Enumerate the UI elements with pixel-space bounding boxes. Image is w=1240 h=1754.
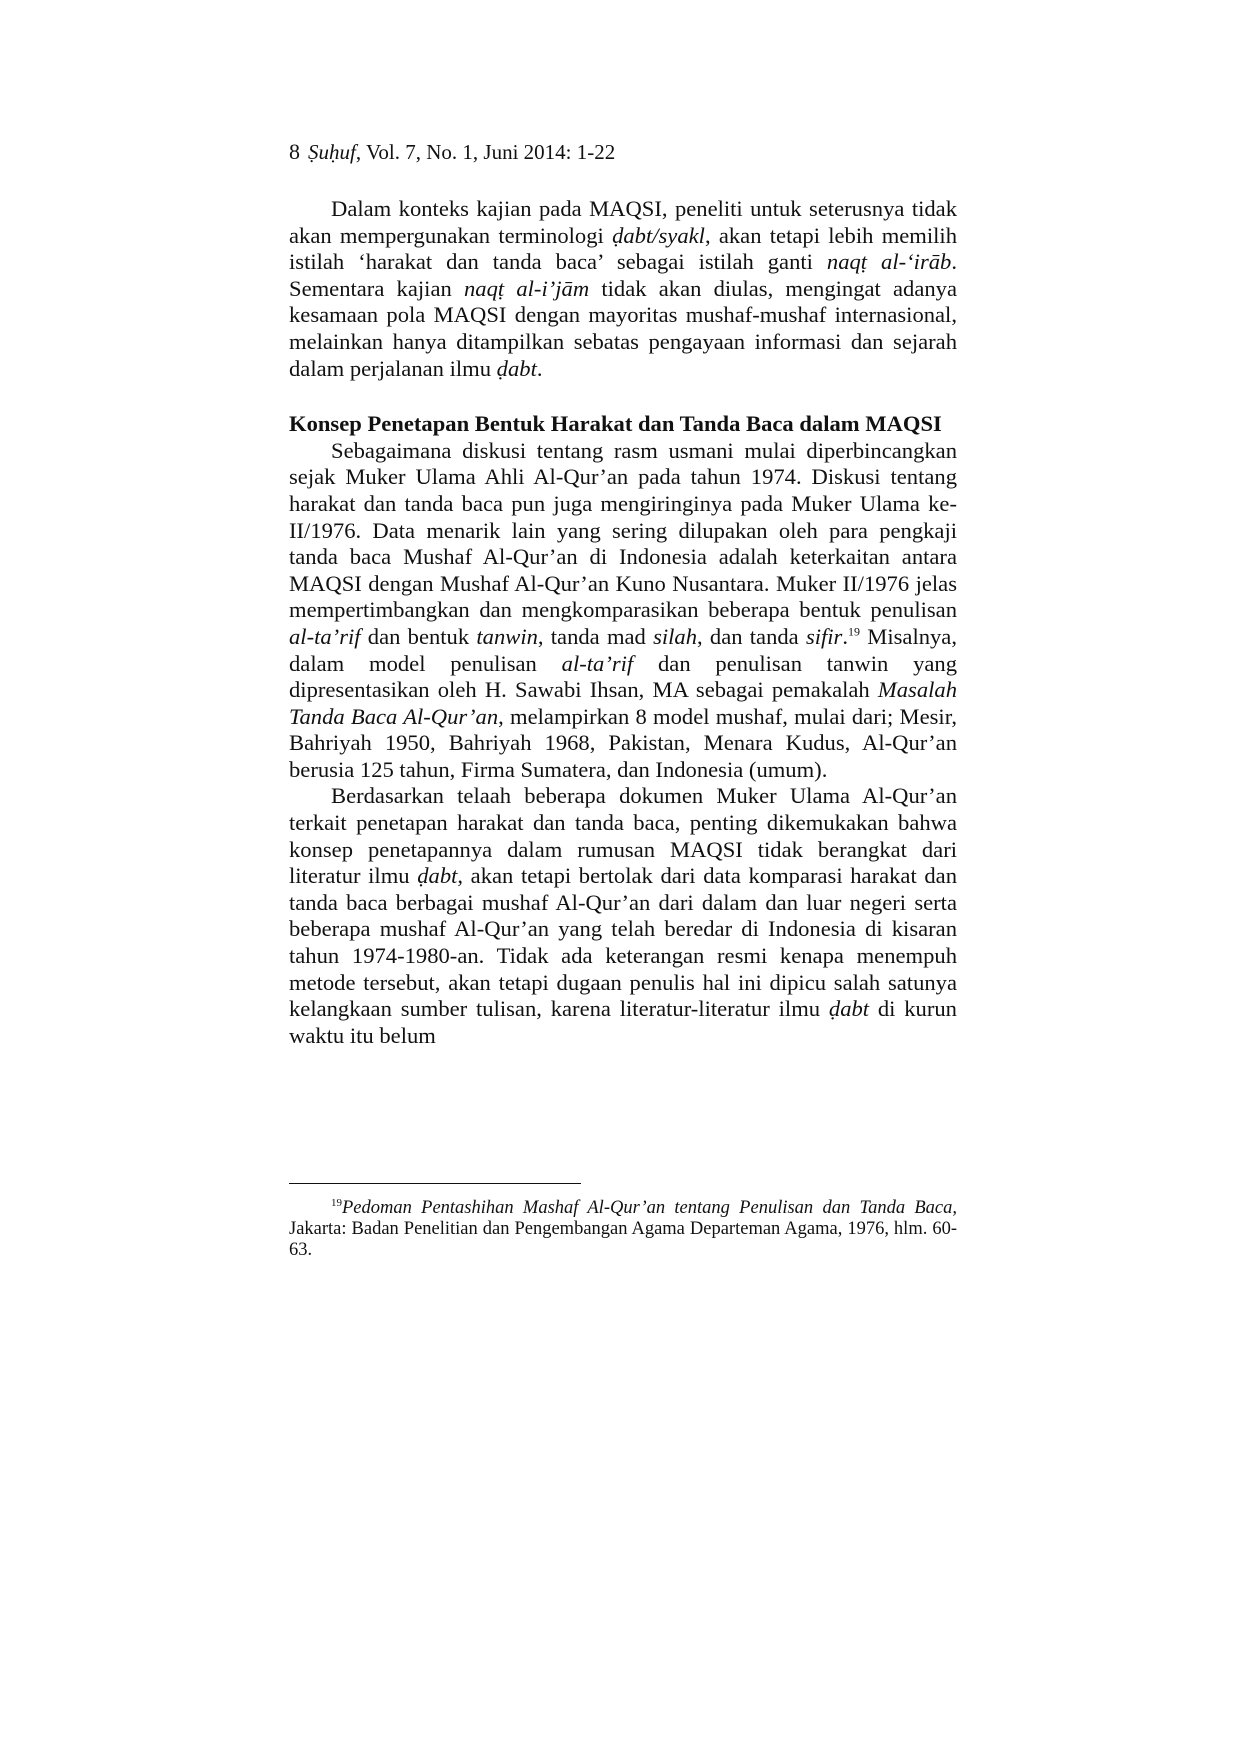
running-head — [289, 138, 957, 166]
para2-term-tanwin: tanwin — [476, 623, 538, 649]
footnote-text: Jakarta: Badan Penelitian dan Pengembangan Agama Departeman Agama, 1976, hlm. 60-63. — [289, 1219, 957, 1260]
para2-term-silah: silah — [653, 623, 698, 649]
journal-name: Ṣuḥuf — [308, 140, 356, 164]
para1-text-4: tidak akan diulas, mengingat adanya kesamaan pola MAQSI dengan mayoritas mushaf-mushaf internasional, melainkan hanya ditampilkan sebatas pengayaan informasi dan sejarah dalam perjalanan ilmu — [289, 275, 957, 381]
para2-text-7: dan penulisan tanwin yang dipresentasikan oleh H. Sawabi Ihsan, MA sebagai pemakalah — [289, 650, 958, 703]
journal-citation: , Vol. 7, No. 1, Juni 2014: 1-22 — [355, 140, 616, 164]
para2-term-al-tarif-2: al-ta’rif — [561, 650, 634, 676]
para2-text-3: , tanda mad — [537, 623, 654, 649]
para1-text-3: . Sementara kajian — [289, 249, 957, 301]
para2-text-4: , dan tanda — [697, 623, 806, 649]
para1-term-dabt: ḍabt — [496, 355, 537, 381]
para1-text-2: , akan tetapi lebih memilih istilah ‘harakat dan tanda baca’ sebagai istilah ganti — [289, 222, 957, 275]
para1-text-5: . — [536, 355, 543, 381]
para2-text-8: , melampirkan 8 model mushaf, mulai dari; Mesir, Bahriyah 1950, Bahriyah 1968, Pakistan, Menara Kudus, Al-Qur’an berusia 125 tahun, Firma Sumatera, dan Indonesia (umum). — [289, 703, 957, 782]
para1-term-naqt-al-ijam: naqṭ al-i’jām — [463, 275, 590, 301]
paragraph-1 — [289, 196, 957, 382]
section-title: Konsep Penetapan Bentuk Harakat dan Tanda Baca dalam MAQSI — [289, 411, 942, 437]
para2-text-1: Sebagaimana diskusi tentang rasm usmani mulai diperbincangkan sejak Muker Ulama Ahli Al-Qur’an pada tahun 1974. Diskusi tentang harakat dan tanda baca pun juga mengiringinya pada Muker Ulama ke-II/1976. Data menarik lain yang sering dilupakan oleh para pengkaji tanda baca Mushaf Al-Qur’an di Indonesia adalah keterkaitan antara MAQSI dengan Mushaf Al-Qur’an Kuno Nusantara. Muker II/1976 jelas mempertimbangkan dan mengkomparasikan beberapa bentuk penulisan — [289, 437, 957, 623]
footnote-title: Pedoman Pentashihan Mashaf Al-Qur’an tentang Penulisan dan Tanda Baca, — [342, 1198, 957, 1218]
para2-text-5: . — [842, 623, 849, 649]
para1-text-1: Dalam konteks kajian pada MAQSI, peneliti untuk seterusnya tidak akan mempergunakan terminologi — [289, 196, 957, 248]
footnote-number: 19 — [331, 1196, 342, 1209]
footnote-separator — [289, 1183, 581, 1184]
para1-term-naqt-al-irab: naqṭ al-‘irāb — [826, 249, 952, 275]
para1-term-dabt-syakl: ḍabt/syakl — [612, 222, 705, 248]
para2-title-masalah-tanda-baca: Masalah Tanda Baca Al-Qur’an — [289, 677, 957, 729]
para2-term-sifir: sifir — [805, 623, 843, 649]
para2-term-al-tarif: al-ta’rif — [289, 623, 361, 649]
para3-term-dabt: ḍabt — [417, 863, 458, 889]
para3-text-1: Berdasarkan telaah beberapa dokumen Muker Ulama Al-Qur’an terkait penetapan harakat dan tanda baca, penting dikemukakan bahwa konsep penetapannya dalam rumusan MAQSI tidak berangkat dari literatur ilmu — [289, 783, 957, 889]
page-content — [289, 138, 957, 1049]
footnote-19 — [289, 1198, 957, 1261]
paragraph-2 — [289, 438, 957, 784]
footnote-reference[interactable]: 19 — [848, 624, 861, 639]
para3-text-3: di kurun waktu itu belum — [289, 996, 957, 1048]
page-number: 8 — [289, 139, 300, 164]
para2-text-2: dan bentuk — [360, 623, 477, 649]
paragraph-3 — [289, 783, 957, 1049]
para3-text-2: , akan tetapi bertolak dari data komparasi harakat dan tanda baca berbagai mushaf Al-Qur’an dari dalam dan luar negeri serta beberapa mushaf Al-Qur’an yang telah beredar di Indonesia di kisaran tahun 1974-1980-an. Tidak ada keterangan resmi kenapa menempuh metode tersebut, akan tetapi dugaan penulis hal ini dipicu salah satunya kelangkaan sumber tulisan, karena literatur-literatur ilmu — [289, 863, 957, 1022]
para2-text-6: Misalnya, dalam model penulisan — [289, 623, 957, 676]
para3-term-dabt-2: ḍabt — [828, 996, 870, 1022]
